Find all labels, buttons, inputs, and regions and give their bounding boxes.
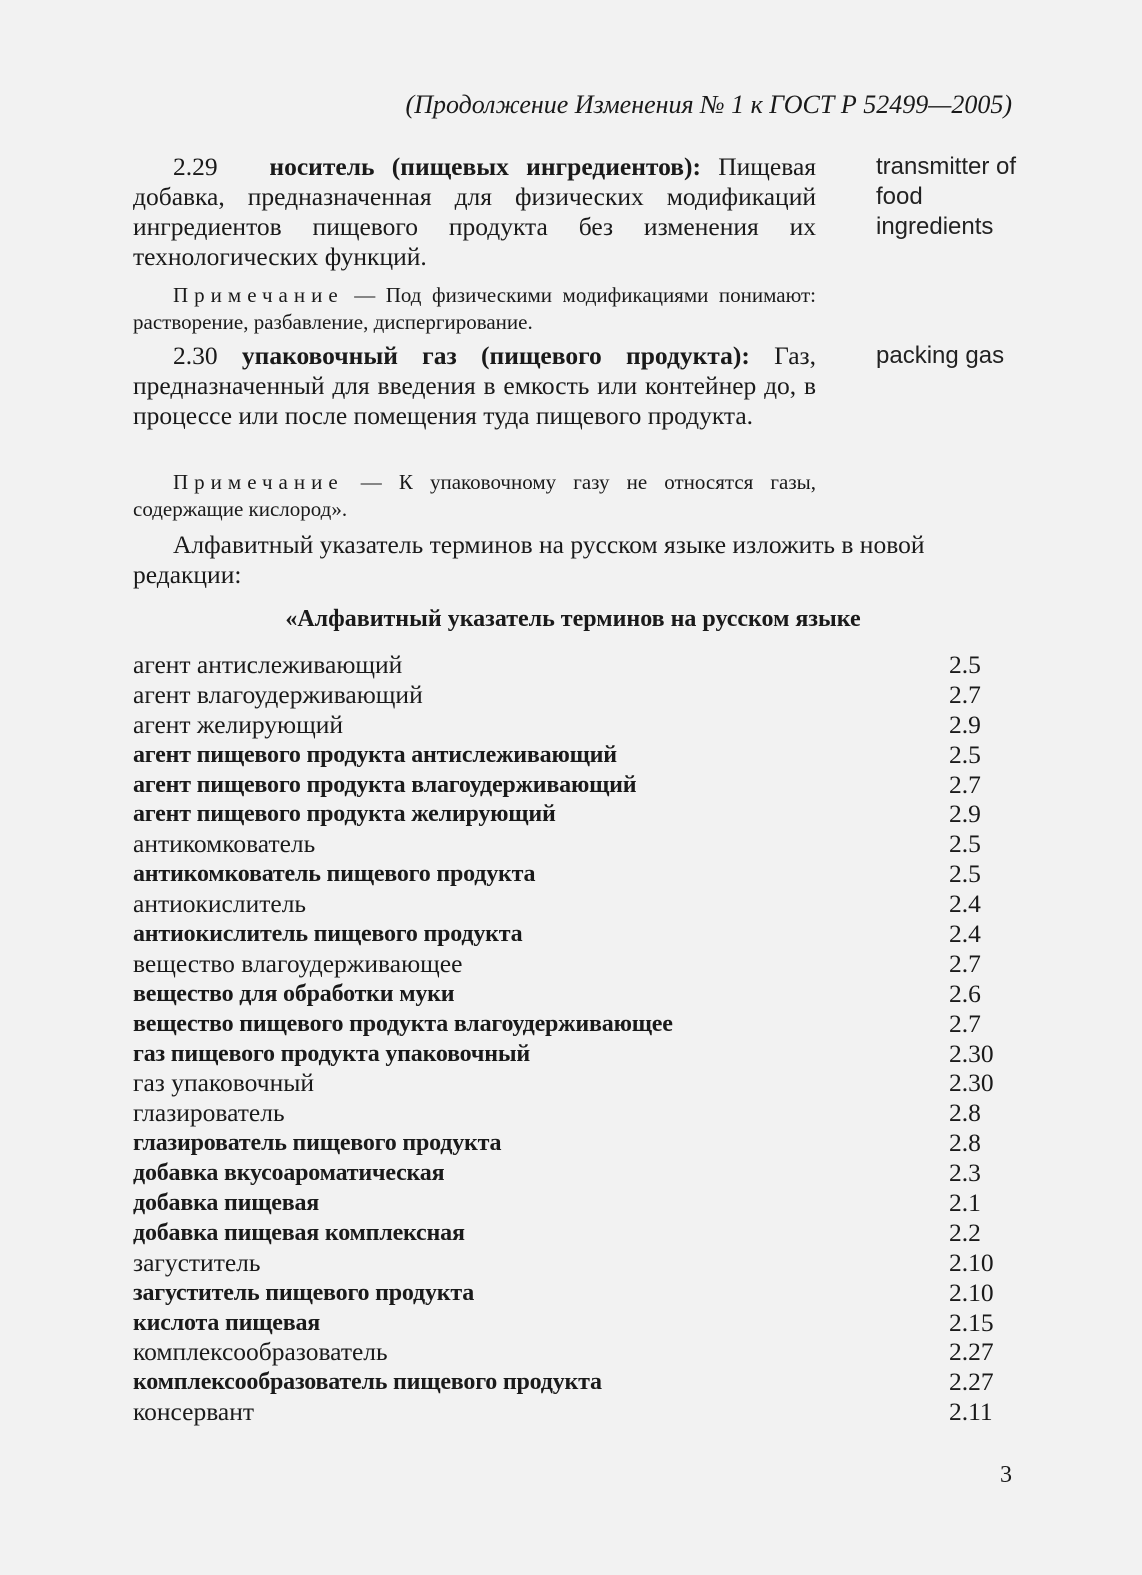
index-row: [133, 1367, 1013, 1397]
page-header: (Продолжение Изменения № 1 к ГОСТ Р 52499—2005): [405, 90, 1012, 119]
definition-text: Пищевая добавка, предназначенная для физических модификаций ингредиентов пищевого продукта без изменения их технологических функций.: [133, 152, 817, 271]
index-row: [133, 1009, 1013, 1039]
index-ref: 2.7: [949, 948, 981, 978]
note-text: — Под физическими модификациями понимают: растворение, разбавление, диспергирование.: [133, 283, 816, 334]
index-term: вещество для обработки муки: [133, 980, 455, 1007]
index-ref: 2.5: [949, 739, 981, 769]
note-2-29: [133, 282, 816, 336]
index-ref: 2.9: [949, 709, 981, 739]
index-term: антиокислитель пищевого продукта: [133, 921, 523, 948]
definition-term: упаковочный газ (пищевого продукта):: [241, 341, 750, 370]
page-number: 3: [1000, 1462, 1012, 1488]
index-row: [133, 710, 1013, 740]
index-term: агент антислеживающий: [133, 650, 403, 679]
index-term: вещество влагоудерживающее: [133, 948, 463, 978]
index-term: загуститель пищевого продукта: [133, 1279, 475, 1306]
english-equivalent: packing gas: [876, 342, 1005, 369]
index-ref: 2.10: [949, 1247, 994, 1277]
index-ref: 2.5: [949, 859, 981, 889]
index-row: [133, 1098, 1013, 1128]
index-term: кислота пищевая: [133, 1309, 321, 1336]
index-row: [133, 859, 1013, 889]
definition-number: 2.29: [173, 152, 218, 181]
index-title: «Алфавитный указатель терминов на русском языке: [285, 606, 861, 632]
index-term: антикомкователь: [133, 829, 316, 859]
index-row: [133, 1188, 1013, 1218]
index-ref: 2.27: [949, 1367, 994, 1397]
index-ref: 2.7: [949, 769, 981, 799]
note-2-30: [133, 469, 816, 523]
index-row: [133, 1158, 1013, 1188]
index-row: [133, 1068, 1013, 1098]
index-term: консервант: [133, 1397, 255, 1427]
index-row: [133, 799, 1013, 829]
index-ref: 2.6: [949, 978, 981, 1008]
instruction-paragraph: Алфавитный указатель терминов на русском языке изложить в новой редакции:: [133, 530, 925, 589]
index-term: газ упаковочный: [133, 1068, 314, 1098]
index-term: газ пищевого продукта упаковочный: [133, 1040, 530, 1067]
note-label: Примечание: [173, 283, 344, 307]
index-term: агент пищевого продукта влагоудерживающий: [133, 771, 637, 798]
index-ref: 2.9: [949, 799, 981, 829]
index-term: загуститель: [133, 1247, 261, 1277]
index-term: агент пищевого продукта антислеживающий: [133, 741, 617, 768]
index-ref: 2.15: [949, 1307, 994, 1337]
index-term: добавка пищевая: [133, 1190, 320, 1217]
index-row: [133, 770, 1013, 800]
index-row: [133, 1397, 1013, 1427]
index-row: [133, 889, 1013, 919]
index-row: [133, 1278, 1013, 1308]
definition-text: Газ, предназначенный для введения в емкость или контейнер до, в процессе или после помещения туда пищевого продукта.: [133, 341, 816, 430]
index-row: [133, 1039, 1013, 1069]
index-ref: 2.5: [949, 829, 981, 859]
index-term: комплексообразователь: [133, 1337, 388, 1367]
index-row: [133, 1248, 1013, 1278]
index-ref: 2.4: [949, 919, 981, 949]
index-term: добавка вкусоароматическая: [133, 1160, 445, 1187]
definition-term: носитель (пищевых ингредиентов):: [269, 152, 701, 181]
index-term: вещество пищевого продукта влагоудерживающее: [133, 1010, 673, 1037]
index-term: антиокислитель: [133, 889, 307, 919]
index-row: [133, 949, 1013, 979]
index-term: глазирователь: [133, 1098, 285, 1128]
definition-number: 2.30: [173, 341, 218, 370]
index-ref: 2.2: [949, 1217, 981, 1247]
index-row: [133, 919, 1013, 949]
index-row: [133, 829, 1013, 859]
index-row: [133, 979, 1013, 1009]
index-row: [133, 680, 1013, 710]
index-row: [133, 1308, 1013, 1338]
index-row: [133, 1337, 1013, 1367]
index-ref: 2.8: [949, 1128, 981, 1158]
index-term: агент желирующий: [133, 709, 344, 739]
index-ref: 2.10: [949, 1277, 994, 1307]
index-term: комплексообразователь пищевого продукта: [133, 1369, 602, 1396]
definition-2-29: [133, 152, 816, 272]
index-row: [133, 650, 1013, 680]
note-text: — К упаковочному газу не относятся газы, содержащие кислород».: [133, 470, 816, 521]
index-ref: 2.8: [949, 1098, 981, 1128]
index-ref: 2.27: [949, 1337, 994, 1367]
index-term: глазирователь пищевого продукта: [133, 1130, 502, 1157]
index-row: [133, 1218, 1013, 1248]
index-term: антикомкователь пищевого продукта: [133, 861, 536, 888]
index-ref: 2.7: [949, 1008, 981, 1038]
index-ref: 2.30: [949, 1068, 994, 1098]
index-term: добавка пищевая комплексная: [133, 1219, 465, 1246]
definition-2-30: [133, 341, 816, 431]
note-label: Примечание: [173, 470, 344, 494]
index-ref: 2.30: [949, 1038, 994, 1068]
index-ref: 2.1: [949, 1188, 981, 1218]
index-row: [133, 1128, 1013, 1158]
index-term: агент влагоудерживающий: [133, 679, 423, 709]
term-index: [133, 650, 1013, 1427]
index-ref: 2.5: [949, 650, 981, 679]
english-equivalent: transmitter of food ingredients: [876, 153, 1017, 240]
index-row: [133, 740, 1013, 770]
index-ref: 2.7: [949, 679, 981, 709]
index-ref: 2.3: [949, 1158, 981, 1188]
index-ref: 2.4: [949, 889, 981, 919]
index-ref: 2.11: [949, 1397, 993, 1427]
index-term: агент пищевого продукта желирующий: [133, 801, 556, 828]
